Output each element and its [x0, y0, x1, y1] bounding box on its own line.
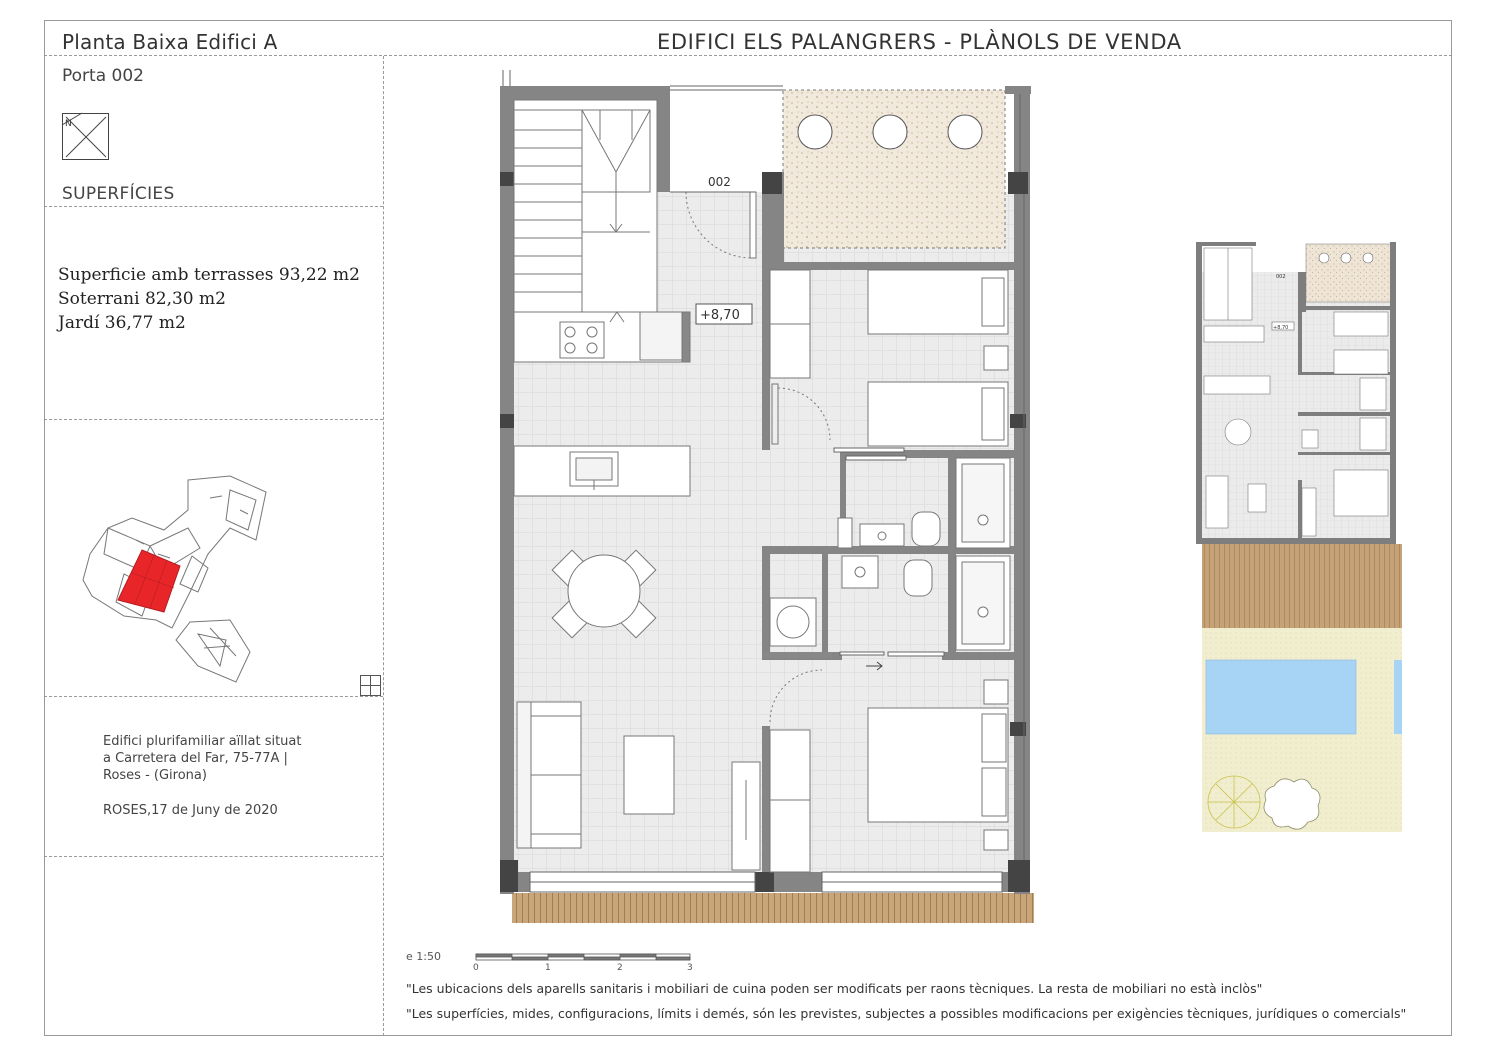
wall-partition-v2 [762, 546, 770, 660]
surfaces-title: SUPERFÍCIES [62, 184, 175, 204]
wall-bed2-left [762, 726, 770, 872]
dining-table [552, 550, 656, 638]
terrace [783, 90, 1005, 248]
planter-1 [798, 115, 832, 149]
description-line-2: a Carretera del Far, 75-77A | [103, 751, 288, 766]
unit-label: 002 [708, 175, 731, 189]
mini-unit-label: 002 [1276, 274, 1286, 280]
project-title: EDIFICI ELS PALANGRERS - PLÀNOLS DE VENDA [657, 30, 1182, 54]
plan-date: ROSES,17 de Juny de 2020 [103, 803, 278, 818]
wall-top-right [1005, 86, 1031, 94]
description-line-1: Edifici plurifamiliar aïllat situat [103, 734, 302, 749]
planter-3 [948, 115, 982, 149]
note-furniture: "Les ubicacions dels aparells sanitaris i mobiliari de cuina poden ser modificats per raons tècniques. La resta de mobiliari no està inclòs" [406, 981, 1263, 996]
scale-label: e 1:50 [406, 950, 441, 963]
scale-tick-3: 3 [687, 963, 693, 973]
mini-level-label: +8,70 [1273, 325, 1289, 331]
stairs [514, 100, 657, 312]
sofa [517, 702, 581, 848]
surface-basement: Soterrani 82,30 m2 [58, 289, 226, 309]
surface-garden: Jardí 36,77 m2 [58, 313, 186, 333]
kitchen-island [514, 446, 690, 496]
wall-right [1014, 86, 1030, 894]
scale-tick-2: 2 [617, 963, 623, 973]
wall-partition-h1 [770, 262, 1014, 270]
wall-left [500, 86, 514, 894]
wall-partition-h5 [942, 652, 1014, 660]
wall-wc-v [948, 554, 956, 652]
wall-partition-v [762, 270, 770, 450]
mini-plan [1194, 226, 1406, 852]
mini-deck [1202, 544, 1402, 628]
scale-bar [476, 954, 690, 960]
wall-stair [657, 86, 670, 192]
planter-2 [873, 115, 907, 149]
compass-letter: N [65, 119, 72, 129]
scale-tick-1: 1 [545, 963, 551, 973]
wall-bath-v [948, 458, 956, 546]
door-label: Porta 002 [62, 66, 144, 86]
coffee-table [624, 736, 674, 814]
level-label: +8,70 [700, 308, 740, 323]
note-surfaces: "Les superfícies, mides, configuracions, límits i demés, són les previstes, subjectes a possibles modificacions per exigències tècniques, jurídiques o comercials" [406, 1006, 1407, 1021]
wall-top-left [500, 86, 670, 100]
deck [512, 893, 1034, 923]
description-line-3: Roses - (Girona) [103, 768, 207, 783]
tree-icon [1208, 776, 1260, 828]
scale-tick-0: 0 [473, 963, 479, 973]
floor-title: Planta Baixa Edifici A [62, 30, 278, 54]
wall-laundry-v [822, 554, 828, 652]
mini-pool [1206, 660, 1356, 734]
surface-total: Superficie amb terrasses 93,22 m2 [58, 265, 360, 285]
kitchen-counter [514, 312, 690, 362]
